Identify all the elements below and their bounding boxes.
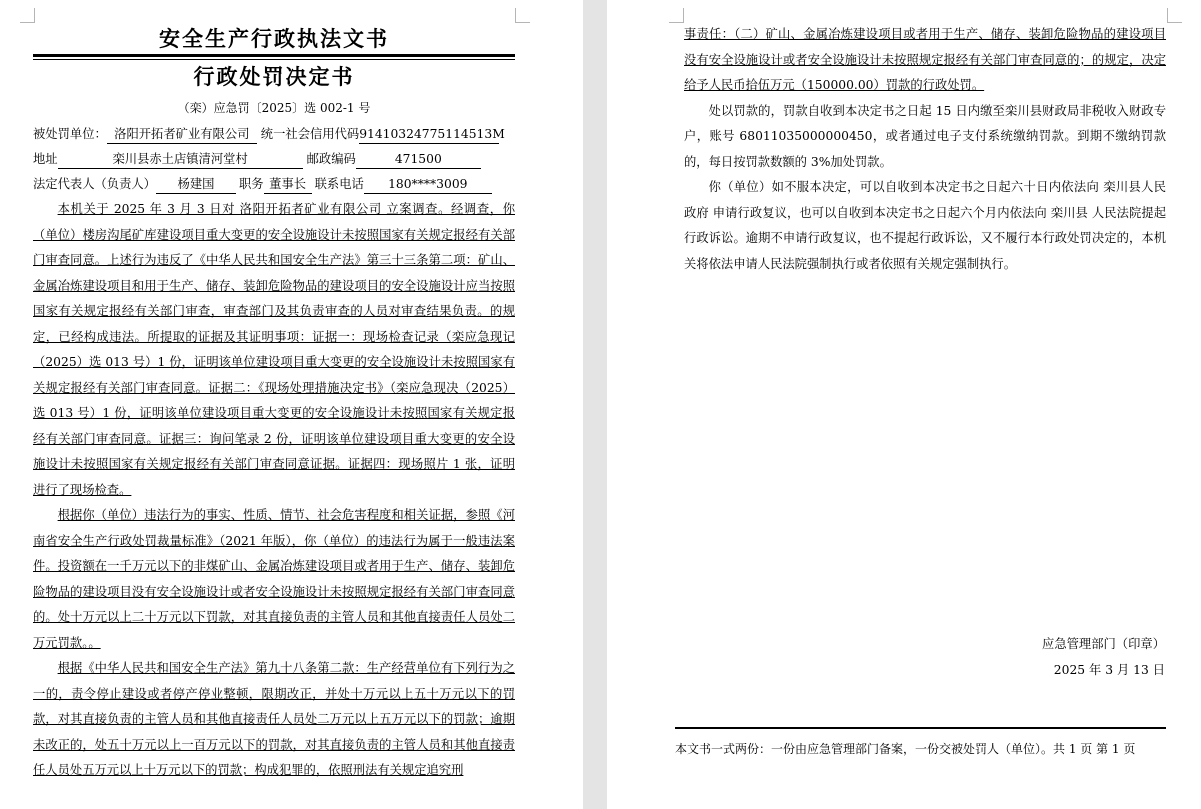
page-gap — [583, 0, 607, 809]
phone-label: 联系电话 — [314, 177, 364, 191]
appeal-paragraph: 你（单位）如不服本决定，可以自收到本决定书之日起六十日内依法向 栾川县人民政府 申请行政复议，也可以自收到本决定书之日起六个月内依法向 栾川县 人民法院提起行政诉讼。逾期不申请行政复议，也不提起行政诉讼，又不履行本行政处罚决定的，本机关将依法申请人民法院强制执行或者依照有关规定强制执行。 — [684, 180, 1166, 271]
page-corner-mark — [515, 8, 530, 23]
signature-date: 2025 年 3 月 13 日 — [1053, 663, 1165, 677]
investigation-paragraph: 本机关于 2025 年 3 月 3 日对 洛阳开拓者矿业有限公司 立案调查。经调查，你（单位）楼房沟尾矿库建设项目重大变更的安全设施设计未按照国家有关规定报经有关部门审查同意。上述行为违反了《中华人民共和国安全生产法》第三十三条第二项：矿山、金属冶炼建设项目和用于生产、储存、装卸危险物品的建设项目的安全设施设计应当按照国家有关规定报经有关部门审查，审查部门及其负责审查的人员对审查结果负责。的规定，已经构成违法。所提取的证据及其证明事项：证据一：现场检查记录（栾应急现记（2025）选 013 号）1 份，证明该单位建设项目重大变更的安全设施设计未按照国家有关规定报经有关部门审查同意。证据二：《现场处理措施决定书》（栾应急现决（2025）选 013 号）1 份，证明该单位建设项目重大变更的安全设施设计未按照国家有关规定报经有关部门审查同意。证据三：询问笔录 2 份，证明该单位建设项目重大变更的安全设施设计未按照国家有关规定报经有关部门审查同意证据。证据四：现场照片 1 张，证明进行了现场检查。 — [33, 202, 515, 497]
postal-value: 471500 — [356, 150, 481, 169]
payment-paragraph: 处以罚款的，罚款自收到本决定书之日起 15 日内缴至栾川县财政局非税收入财政专户，账号 68011035000000450，或者通过电子支付系统缴纳罚款。到期不缴纳罚款的，每日按罚款数额的 3%加处罚款。 — [684, 103, 1166, 169]
position-value: 董事长 — [264, 175, 312, 194]
left-page-content — [33, 22, 515, 784]
address-field-row — [33, 147, 515, 172]
address-value: 栾川县赤土店镇清河堂村 — [58, 150, 303, 169]
page-corner-mark — [1167, 8, 1182, 23]
right-page-content — [684, 22, 1166, 277]
signature-department: 应急管理部门（印章） — [1042, 637, 1165, 651]
credit-value: 91410324775114513M — [359, 125, 499, 144]
party-label: 被处罚单位： — [33, 127, 107, 141]
party-field-row — [33, 122, 515, 147]
address-label: 地址 — [33, 152, 58, 166]
party-value: 洛阳开拓者矿业有限公司 — [107, 125, 257, 144]
discretion-paragraph: 根据你（单位）违法行为的事实、性质、情节、社会危害程度和相关证据，参照《河南省安全生产行政处罚裁量标准》（2021 年版），你（单位）的违法行为属于一般违法案件。投资额在一千万元以下的非煤矿山、金属冶炼建设项目或者用于生产、储存、装卸危险物品的建设项目没有安全设施设计或者安全设施设计未按照规定报经有关部门审查同意的。处十万元以上二十万元以下罚款，对其直接负责的主管人员和其他直接责任人员处二万元罚款。。 — [33, 508, 515, 650]
position-label: 职务 — [238, 177, 264, 191]
rep-field-row — [33, 172, 515, 197]
document-number: （栾）应急罚〔2025〕选 002-1 号 — [177, 101, 371, 115]
postal-label: 邮政编码 — [306, 152, 356, 166]
legal-basis-paragraph: 根据《中华人民共和国安全生产法》第九十八条第二款：生产经营单位有下列行为之一的，责令停止建设或者停产停业整顿，限期改正，并处十万元以上五十万元以下的罚款，对其直接负责的主管人员和其他直接责任人员处二万元以上五万元以下的罚款；逾期未改正的，处五十万元以上一百万元以下的罚款，对其直接负责的主管人员和其他直接责任人员处五万元以上十万元以下的罚款；构成犯罪的，依照刑法有关规定追究刑 — [33, 661, 515, 777]
rep-label: 法定代表人（负责人） — [33, 177, 156, 191]
footer-rule — [675, 727, 1166, 729]
document-subtitle: 行政处罚决定书 — [193, 64, 355, 89]
decision-continuation-paragraph: 事责任：（二）矿山、金属冶炼建设项目或者用于生产、储存、装卸危险物品的建设项目没有安全设施设计或者安全设施设计未按照规定报经有关部门审查同意的；的规定，决定给予人民币拾伍万元（150000.00）罚款的行政处罚。 — [684, 27, 1166, 92]
rep-value: 杨建国 — [156, 175, 236, 194]
page-corner-mark — [669, 8, 684, 23]
document-title: 安全生产行政执法文书 — [159, 26, 389, 51]
footer-note: 本文书一式两份：一份由应急管理部门备案，一份交被处罚人（单位）。共 1 页 第 1 页 — [675, 742, 1136, 756]
page-corner-mark — [20, 8, 35, 23]
credit-label: 统一社会信用代码 — [260, 127, 360, 141]
phone-value: 180****3009 — [364, 175, 492, 194]
